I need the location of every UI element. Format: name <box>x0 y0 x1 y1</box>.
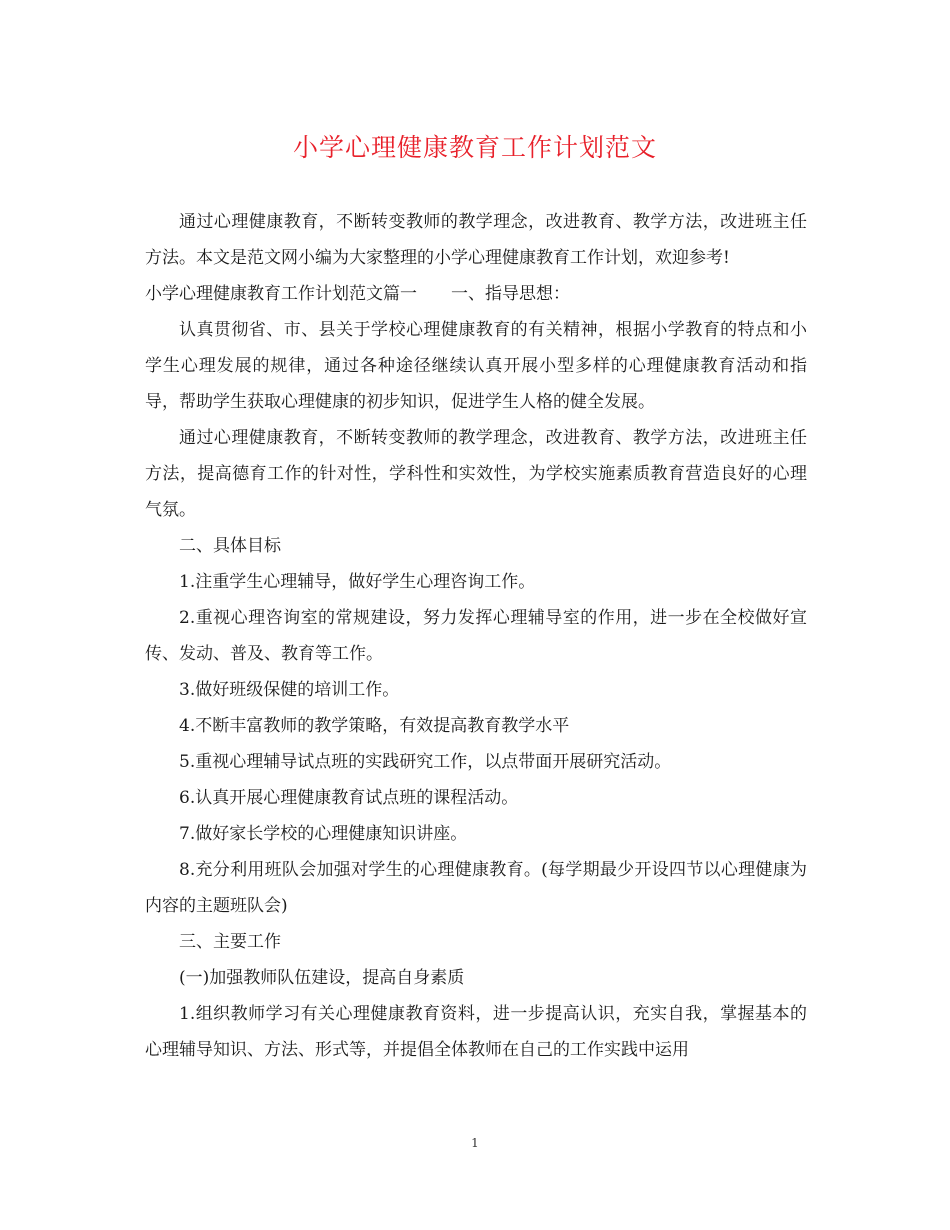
list-item-goal-6: 6.认真开展心理健康教育试点班的课程活动。 <box>179 788 519 808</box>
heading-specific-goals: 二、具体目标 <box>179 536 281 556</box>
list-item-work-1: 1.组织教师学习有关心理健康教育资料，进一步提高认识，充实自我，掌握基本的心理辅导知识、方法、形式等，并提倡全体教师在自己的工作实践中运用 <box>145 1004 807 1060</box>
subheading-teacher-team: (一)加强教师队伍建设，提高自身素质 <box>179 968 465 988</box>
paragraph-guiding-2: 通过心理健康教育，不断转变教师的教学理念，改进教育、教学方法，改进班主任方法，提高德育工作的针对性，学科性和实效性，为学校实施素质教育营造良好的心理气氛。 <box>145 428 807 520</box>
page-number: 1 <box>471 1136 479 1150</box>
document-title: 小学心理健康教育工作计划范文 <box>292 133 657 162</box>
list-item-goal-1: 1.注重学生心理辅导，做好学生心理咨询工作。 <box>179 572 536 592</box>
list-item-goal-8: 8.充分利用班队会加强对学生的心理健康教育。(每学期最少开设四节以心理健康为内容的主题班队会) <box>145 860 807 916</box>
list-item-goal-3: 3.做好班级保健的培训工作。 <box>179 680 400 700</box>
list-item-goal-5: 5.重视心理辅导试点班的实践研究工作，以点带面开展研究活动。 <box>179 752 672 772</box>
list-item-goal-4: 4.不断丰富教师的教学策略，有效提高教育教学水平 <box>179 716 570 736</box>
paragraph-intro: 通过心理健康教育，不断转变教师的教学理念，改进教育、教学方法，改进班主任方法。本文是范文网小编为大家整理的小学心理健康教育工作计划，欢迎参考! <box>145 212 807 268</box>
list-item-goal-7: 7.做好家长学校的心理健康知识讲座。 <box>179 824 468 844</box>
list-item-goal-2: 2.重视心理咨询室的常规建设，努力发挥心理辅导室的作用，进一步在全校做好宣传、发动、普及、教育等工作。 <box>145 608 807 664</box>
document-body <box>145 204 807 1068</box>
heading-main-work: 三、主要工作 <box>179 932 281 952</box>
paragraph-guiding-1: 认真贯彻省、市、县关于学校心理健康教育的有关精神，根据小学教育的特点和小学生心理发展的规律，通过各种途径继续认真开展小型多样的心理健康教育活动和指导，帮助学生获取心理健康的初步知识，促进学生人格的健全发展。 <box>145 320 807 412</box>
paragraph-section-heading: 小学心理健康教育工作计划范文篇一 一、指导思想： <box>145 284 570 304</box>
